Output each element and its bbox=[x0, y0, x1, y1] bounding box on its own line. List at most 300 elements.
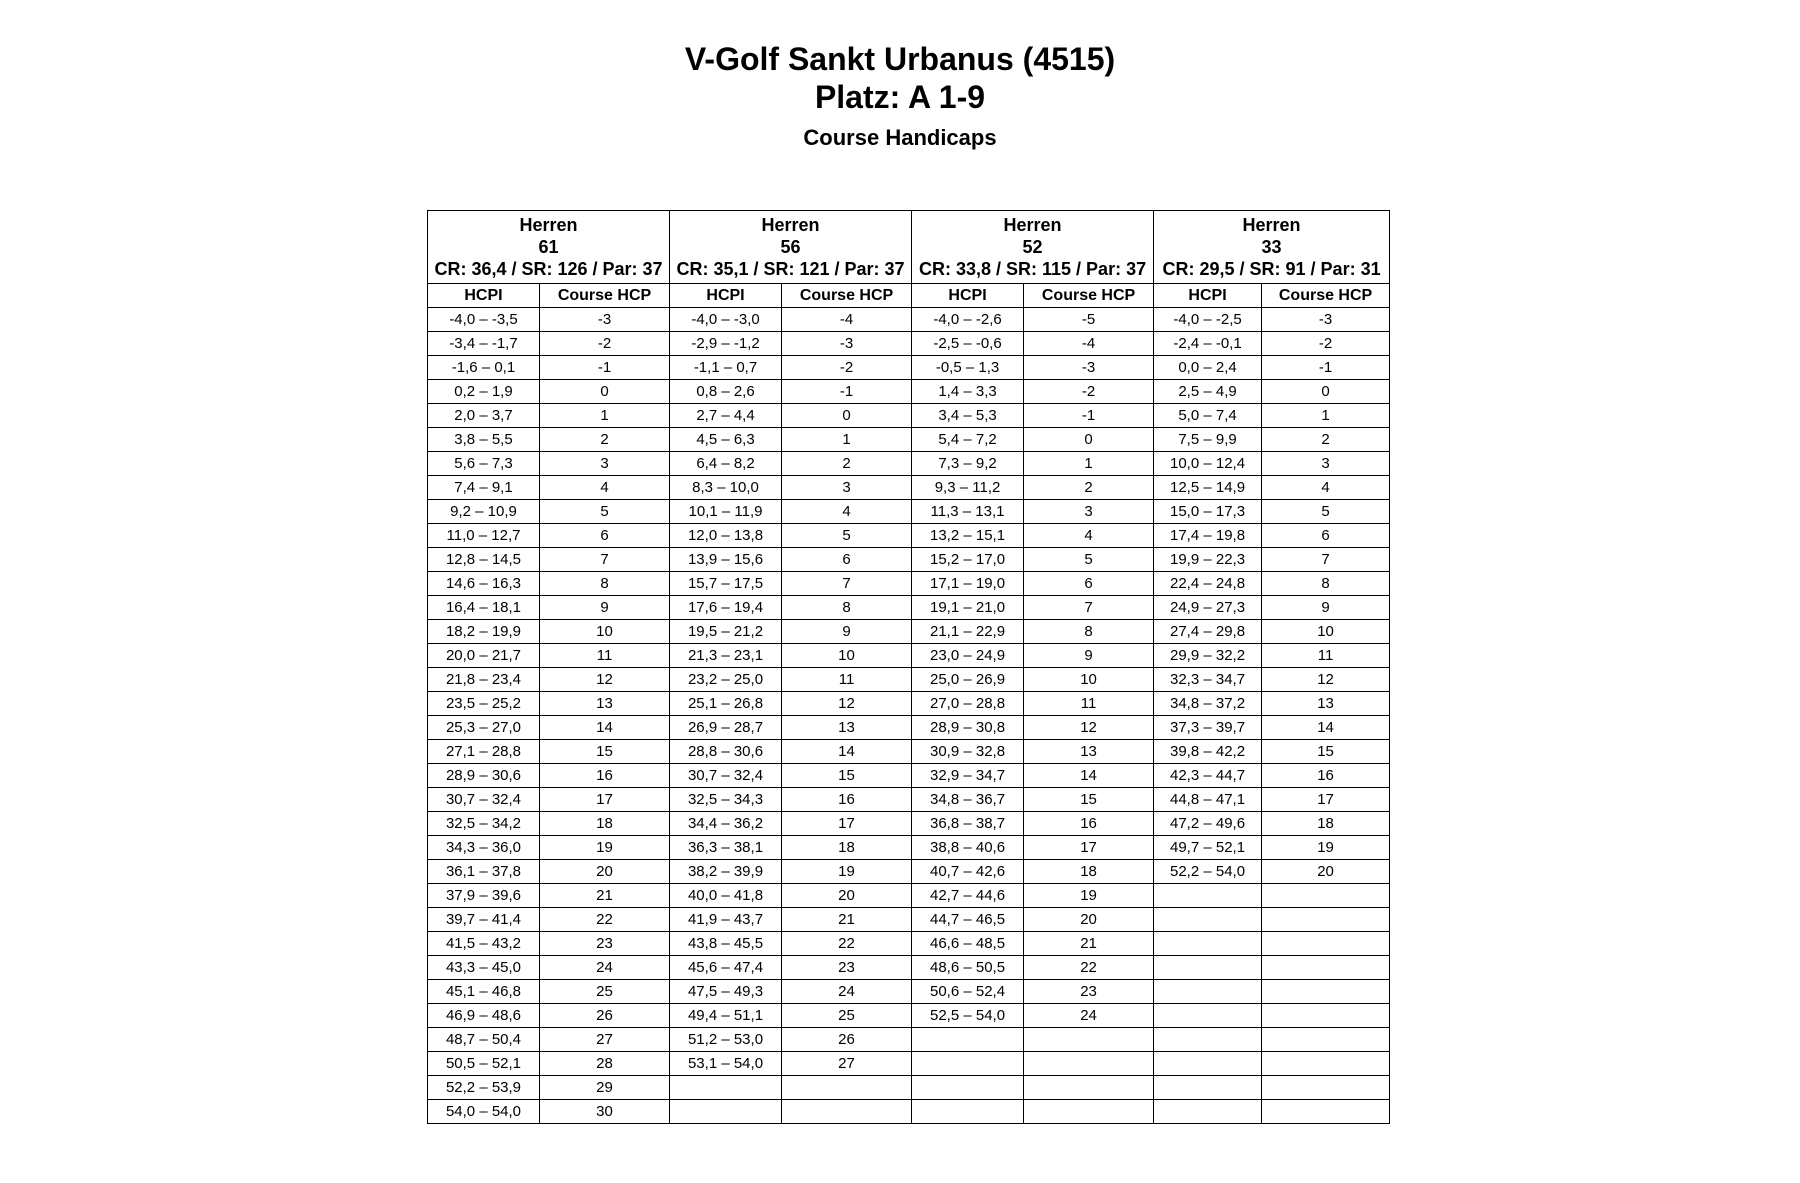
hcpi-cell: 5,0 – 7,4 bbox=[1154, 404, 1262, 428]
tee-ratings: CR: 35,1 / SR: 121 / Par: 37 bbox=[676, 259, 905, 279]
course-hcp-cell: 13 bbox=[1262, 692, 1390, 716]
tee-header bbox=[670, 211, 912, 284]
hcpi-column-header: HCPI bbox=[912, 284, 1024, 308]
tee-gender: Herren bbox=[1003, 215, 1062, 235]
hcpi-cell: 13,9 – 15,6 bbox=[670, 548, 782, 572]
hcpi-cell bbox=[1154, 1028, 1262, 1052]
hcpi-cell: 32,3 – 34,7 bbox=[1154, 668, 1262, 692]
course-hcp-cell: -1 bbox=[782, 380, 912, 404]
table-row bbox=[428, 884, 1390, 908]
hcpi-cell: 36,8 – 38,7 bbox=[912, 812, 1024, 836]
course-hcp-cell: 16 bbox=[1262, 764, 1390, 788]
hcpi-cell: 28,8 – 30,6 bbox=[670, 740, 782, 764]
course-hcp-cell: 6 bbox=[1262, 524, 1390, 548]
course-hcp-cell: 17 bbox=[1262, 788, 1390, 812]
hcpi-cell: 7,4 – 9,1 bbox=[428, 476, 540, 500]
hcpi-cell: 29,9 – 32,2 bbox=[1154, 644, 1262, 668]
table-row bbox=[428, 644, 1390, 668]
course-hcp-cell: 24 bbox=[1024, 1004, 1154, 1028]
course-hcp-cell: 19 bbox=[1262, 836, 1390, 860]
hcpi-cell: 0,8 – 2,6 bbox=[670, 380, 782, 404]
tee-number: 52 bbox=[1022, 237, 1043, 257]
hcpi-cell: 49,4 – 51,1 bbox=[670, 1004, 782, 1028]
course-hcp-cell: 16 bbox=[782, 788, 912, 812]
hcpi-cell: 37,3 – 39,7 bbox=[1154, 716, 1262, 740]
hcpi-cell bbox=[1154, 1004, 1262, 1028]
course-hcp-cell: 7 bbox=[1024, 596, 1154, 620]
course-hcp-cell: 1 bbox=[782, 428, 912, 452]
course-hcp-cell: 12 bbox=[782, 692, 912, 716]
course-hcp-cell: 18 bbox=[1024, 860, 1154, 884]
hcpi-cell: 17,1 – 19,0 bbox=[912, 572, 1024, 596]
hcpi-cell: 25,0 – 26,9 bbox=[912, 668, 1024, 692]
hcpi-cell: -1,6 – 0,1 bbox=[428, 356, 540, 380]
hcpi-cell: 41,5 – 43,2 bbox=[428, 932, 540, 956]
tee-gender: Herren bbox=[1242, 215, 1301, 235]
hcpi-cell: 32,9 – 34,7 bbox=[912, 764, 1024, 788]
hcpi-cell: 45,6 – 47,4 bbox=[670, 956, 782, 980]
hcpi-cell: 15,2 – 17,0 bbox=[912, 548, 1024, 572]
course-hcp-cell bbox=[1262, 1076, 1390, 1100]
table-row bbox=[428, 500, 1390, 524]
hcpi-cell: 12,8 – 14,5 bbox=[428, 548, 540, 572]
table-row bbox=[428, 980, 1390, 1004]
hcpi-cell: 50,5 – 52,1 bbox=[428, 1052, 540, 1076]
table-row bbox=[428, 764, 1390, 788]
hcpi-cell bbox=[912, 1028, 1024, 1052]
course-hcp-cell bbox=[1262, 1052, 1390, 1076]
tee-ratings: CR: 29,5 / SR: 91 / Par: 31 bbox=[1162, 259, 1381, 279]
course-hcp-cell: 11 bbox=[782, 668, 912, 692]
course-hcp-cell: 11 bbox=[540, 644, 670, 668]
hcpi-cell: 48,7 – 50,4 bbox=[428, 1028, 540, 1052]
course-hcp-cell: 4 bbox=[1262, 476, 1390, 500]
hcpi-cell: 52,2 – 54,0 bbox=[1154, 860, 1262, 884]
course-hcp-cell: -1 bbox=[1024, 404, 1154, 428]
tee-header bbox=[912, 211, 1154, 284]
course-hcp-cell: 4 bbox=[782, 500, 912, 524]
course-hcp-cell: 13 bbox=[1024, 740, 1154, 764]
hcpi-cell: 1,4 – 3,3 bbox=[912, 380, 1024, 404]
table-row bbox=[428, 1100, 1390, 1124]
hcpi-cell: 25,3 – 27,0 bbox=[428, 716, 540, 740]
table-row bbox=[428, 356, 1390, 380]
course-hcp-cell: -4 bbox=[782, 308, 912, 332]
club-title: V-Golf Sankt Urbanus (4515) bbox=[684, 41, 1116, 77]
hcpi-cell bbox=[912, 1052, 1024, 1076]
course-hcp-cell: 20 bbox=[540, 860, 670, 884]
hcpi-cell: 48,6 – 50,5 bbox=[912, 956, 1024, 980]
course-hcp-cell: 20 bbox=[782, 884, 912, 908]
table-row bbox=[428, 428, 1390, 452]
course-hcp-cell: 5 bbox=[782, 524, 912, 548]
hcpi-cell bbox=[1154, 1076, 1262, 1100]
hcpi-cell bbox=[670, 1100, 782, 1124]
hcpi-cell: 2,0 – 3,7 bbox=[428, 404, 540, 428]
tee-number: 61 bbox=[538, 237, 559, 257]
course-hcp-cell: 9 bbox=[782, 620, 912, 644]
hcpi-cell bbox=[670, 1076, 782, 1100]
hcpi-cell bbox=[1154, 1052, 1262, 1076]
hcpi-cell: 38,8 – 40,6 bbox=[912, 836, 1024, 860]
course-hcp-cell: 9 bbox=[540, 596, 670, 620]
hcpi-cell: 15,7 – 17,5 bbox=[670, 572, 782, 596]
hcpi-cell: 40,0 – 41,8 bbox=[670, 884, 782, 908]
tee-header-row bbox=[428, 211, 1390, 284]
hcpi-cell: 9,2 – 10,9 bbox=[428, 500, 540, 524]
hcpi-cell: 19,9 – 22,3 bbox=[1154, 548, 1262, 572]
course-hcp-cell: 7 bbox=[1262, 548, 1390, 572]
course-hcp-cell: 21 bbox=[1024, 932, 1154, 956]
course-hcp-column-header: Course HCP bbox=[782, 284, 912, 308]
course-hcp-cell: 4 bbox=[540, 476, 670, 500]
hcpi-cell: 0,0 – 2,4 bbox=[1154, 356, 1262, 380]
hcpi-cell bbox=[1154, 980, 1262, 1004]
course-hcp-cell: 15 bbox=[540, 740, 670, 764]
course-hcp-cell bbox=[1262, 980, 1390, 1004]
course-hcp-cell: 1 bbox=[540, 404, 670, 428]
course-hcp-cell bbox=[782, 1076, 912, 1100]
hcpi-cell: 17,4 – 19,8 bbox=[1154, 524, 1262, 548]
course-hcp-cell: 0 bbox=[782, 404, 912, 428]
course-hcp-cell: 15 bbox=[1262, 740, 1390, 764]
hcpi-cell: 4,5 – 6,3 bbox=[670, 428, 782, 452]
hcpi-cell: -0,5 – 1,3 bbox=[912, 356, 1024, 380]
course-hcp-cell: 15 bbox=[1024, 788, 1154, 812]
course-hcp-cell: 8 bbox=[1024, 620, 1154, 644]
hcpi-cell: 11,0 – 12,7 bbox=[428, 524, 540, 548]
course-hcp-cell: 17 bbox=[540, 788, 670, 812]
course-hcp-cell: 19 bbox=[1024, 884, 1154, 908]
hcpi-cell bbox=[1154, 956, 1262, 980]
hcpi-cell: 39,8 – 42,2 bbox=[1154, 740, 1262, 764]
hcpi-cell: 27,1 – 28,8 bbox=[428, 740, 540, 764]
course-hcp-cell: 12 bbox=[540, 668, 670, 692]
hcpi-cell: 23,5 – 25,2 bbox=[428, 692, 540, 716]
hcpi-cell: 13,2 – 15,1 bbox=[912, 524, 1024, 548]
course-hcp-cell: -2 bbox=[1024, 380, 1154, 404]
course-hcp-cell: 7 bbox=[782, 572, 912, 596]
course-hcp-cell bbox=[1262, 1004, 1390, 1028]
course-hcp-cell: 20 bbox=[1024, 908, 1154, 932]
table-row bbox=[428, 668, 1390, 692]
table-row bbox=[428, 596, 1390, 620]
hcpi-cell: 24,9 – 27,3 bbox=[1154, 596, 1262, 620]
hcpi-cell: 5,4 – 7,2 bbox=[912, 428, 1024, 452]
course-hcp-cell: 3 bbox=[782, 476, 912, 500]
hcpi-cell: 10,1 – 11,9 bbox=[670, 500, 782, 524]
hcpi-cell: 42,7 – 44,6 bbox=[912, 884, 1024, 908]
course-hcp-cell: 18 bbox=[540, 812, 670, 836]
course-hcp-cell: 25 bbox=[540, 980, 670, 1004]
course-hcp-cell: 24 bbox=[782, 980, 912, 1004]
table-row bbox=[428, 452, 1390, 476]
table-row bbox=[428, 812, 1390, 836]
table-row bbox=[428, 716, 1390, 740]
hcpi-cell: -4,0 – -2,6 bbox=[912, 308, 1024, 332]
course-hcp-cell: 24 bbox=[540, 956, 670, 980]
table-row bbox=[428, 1052, 1390, 1076]
course-hcp-cell: 22 bbox=[1024, 956, 1154, 980]
hcpi-cell: 39,7 – 41,4 bbox=[428, 908, 540, 932]
course-hcp-cell bbox=[1024, 1076, 1154, 1100]
hcpi-cell: -4,0 – -2,5 bbox=[1154, 308, 1262, 332]
course-hcp-cell: 12 bbox=[1262, 668, 1390, 692]
tee-gender: Herren bbox=[519, 215, 578, 235]
course-hcp-cell: -2 bbox=[540, 332, 670, 356]
course-hcp-cell: 18 bbox=[782, 836, 912, 860]
course-hcp-cell: 28 bbox=[540, 1052, 670, 1076]
hcpi-cell: 53,1 – 54,0 bbox=[670, 1052, 782, 1076]
course-hcp-cell: 13 bbox=[782, 716, 912, 740]
hcpi-cell: -4,0 – -3,0 bbox=[670, 308, 782, 332]
hcpi-cell bbox=[1154, 884, 1262, 908]
course-hcp-cell: 2 bbox=[1024, 476, 1154, 500]
course-hcp-cell: 1 bbox=[1262, 404, 1390, 428]
hcpi-cell: 15,0 – 17,3 bbox=[1154, 500, 1262, 524]
table-row bbox=[428, 308, 1390, 332]
course-hcp-cell: 23 bbox=[540, 932, 670, 956]
course-hcp-cell: -1 bbox=[1262, 356, 1390, 380]
hcpi-cell: 52,5 – 54,0 bbox=[912, 1004, 1024, 1028]
hcpi-cell: 23,0 – 24,9 bbox=[912, 644, 1024, 668]
hcpi-cell: 38,2 – 39,9 bbox=[670, 860, 782, 884]
hcpi-cell: 43,3 – 45,0 bbox=[428, 956, 540, 980]
course-hcp-cell: 25 bbox=[782, 1004, 912, 1028]
hcpi-cell: 19,1 – 21,0 bbox=[912, 596, 1024, 620]
hcpi-cell: 3,4 – 5,3 bbox=[912, 404, 1024, 428]
course-hcp-cell bbox=[1024, 1028, 1154, 1052]
hcpi-cell: 30,9 – 32,8 bbox=[912, 740, 1024, 764]
hcpi-cell: 10,0 – 12,4 bbox=[1154, 452, 1262, 476]
course-hcp-cell: 23 bbox=[782, 956, 912, 980]
hcpi-cell bbox=[912, 1076, 1024, 1100]
course-hcp-cell: 0 bbox=[1262, 380, 1390, 404]
course-hcp-cell bbox=[1262, 1100, 1390, 1124]
course-hcp-cell: 14 bbox=[1024, 764, 1154, 788]
hcpi-cell: 32,5 – 34,2 bbox=[428, 812, 540, 836]
course-hcp-cell: -3 bbox=[1024, 356, 1154, 380]
page-header bbox=[0, 40, 1800, 152]
table-row bbox=[428, 932, 1390, 956]
course-hcp-cell: 30 bbox=[540, 1100, 670, 1124]
course-hcp-cell: 9 bbox=[1024, 644, 1154, 668]
hcpi-cell: -4,0 – -3,5 bbox=[428, 308, 540, 332]
course-hcp-cell: 10 bbox=[540, 620, 670, 644]
course-hcp-cell: 16 bbox=[1024, 812, 1154, 836]
course-hcp-cell bbox=[1262, 956, 1390, 980]
hcpi-cell: 43,8 – 45,5 bbox=[670, 932, 782, 956]
hcpi-cell: 45,1 – 46,8 bbox=[428, 980, 540, 1004]
hcpi-cell bbox=[1154, 932, 1262, 956]
course-hcp-cell: 23 bbox=[1024, 980, 1154, 1004]
hcpi-cell: 12,0 – 13,8 bbox=[670, 524, 782, 548]
hcpi-cell: 36,1 – 37,8 bbox=[428, 860, 540, 884]
hcpi-cell: 54,0 – 54,0 bbox=[428, 1100, 540, 1124]
hcpi-cell: 30,7 – 32,4 bbox=[670, 764, 782, 788]
hcpi-cell: 9,3 – 11,2 bbox=[912, 476, 1024, 500]
hcpi-cell: 21,1 – 22,9 bbox=[912, 620, 1024, 644]
table-row bbox=[428, 1076, 1390, 1100]
course-hcp-cell: 5 bbox=[1262, 500, 1390, 524]
hcpi-cell: 52,2 – 53,9 bbox=[428, 1076, 540, 1100]
course-hcp-cell: 19 bbox=[540, 836, 670, 860]
course-hcp-cell: 4 bbox=[1024, 524, 1154, 548]
hcpi-cell: 50,6 – 52,4 bbox=[912, 980, 1024, 1004]
hcpi-cell: -2,4 – -0,1 bbox=[1154, 332, 1262, 356]
course-hcp-cell: 7 bbox=[540, 548, 670, 572]
hcpi-cell: 34,4 – 36,2 bbox=[670, 812, 782, 836]
hcpi-cell: 11,3 – 13,1 bbox=[912, 500, 1024, 524]
course-hcp-cell: -2 bbox=[782, 356, 912, 380]
hcpi-column-header: HCPI bbox=[428, 284, 540, 308]
course-hcp-cell: 19 bbox=[782, 860, 912, 884]
hcpi-cell: 34,8 – 36,7 bbox=[912, 788, 1024, 812]
hcpi-cell: 2,5 – 4,9 bbox=[1154, 380, 1262, 404]
hcpi-cell: 42,3 – 44,7 bbox=[1154, 764, 1262, 788]
hcpi-cell: 7,5 – 9,9 bbox=[1154, 428, 1262, 452]
hcpi-cell: 3,8 – 5,5 bbox=[428, 428, 540, 452]
hcpi-cell: 46,6 – 48,5 bbox=[912, 932, 1024, 956]
hcpi-cell: 44,8 – 47,1 bbox=[1154, 788, 1262, 812]
hcpi-cell: 51,2 – 53,0 bbox=[670, 1028, 782, 1052]
course-hcp-cell: 6 bbox=[1024, 572, 1154, 596]
course-hcp-cell: -5 bbox=[1024, 308, 1154, 332]
table-row bbox=[428, 332, 1390, 356]
tee-header bbox=[1154, 211, 1390, 284]
course-hcp-cell: 26 bbox=[540, 1004, 670, 1028]
hcpi-column-header: HCPI bbox=[670, 284, 782, 308]
tee-gender: Herren bbox=[761, 215, 820, 235]
table-row bbox=[428, 548, 1390, 572]
hcpi-cell: 17,6 – 19,4 bbox=[670, 596, 782, 620]
course-hcp-cell: 14 bbox=[782, 740, 912, 764]
hcpi-cell: 21,8 – 23,4 bbox=[428, 668, 540, 692]
course-hcp-cell: 5 bbox=[1024, 548, 1154, 572]
hcpi-cell: 32,5 – 34,3 bbox=[670, 788, 782, 812]
course-hcp-cell: 22 bbox=[782, 932, 912, 956]
hcpi-cell: 41,9 – 43,7 bbox=[670, 908, 782, 932]
hcpi-cell: 22,4 – 24,8 bbox=[1154, 572, 1262, 596]
table-body bbox=[428, 308, 1390, 1124]
course-hcp-cell: 3 bbox=[1024, 500, 1154, 524]
table-row bbox=[428, 404, 1390, 428]
hcpi-cell: 40,7 – 42,6 bbox=[912, 860, 1024, 884]
hcpi-cell: 25,1 – 26,8 bbox=[670, 692, 782, 716]
hcpi-cell bbox=[1154, 1100, 1262, 1124]
course-hcp-cell bbox=[1262, 884, 1390, 908]
table-row bbox=[428, 908, 1390, 932]
course-hcp-cell: 27 bbox=[540, 1028, 670, 1052]
hcpi-cell: -1,1 – 0,7 bbox=[670, 356, 782, 380]
hcpi-column-header: HCPI bbox=[1154, 284, 1262, 308]
hcpi-cell: -2,5 – -0,6 bbox=[912, 332, 1024, 356]
hcpi-cell: -3,4 – -1,7 bbox=[428, 332, 540, 356]
course-hcp-cell: 18 bbox=[1262, 812, 1390, 836]
course-hcp-column-header: Course HCP bbox=[1024, 284, 1154, 308]
course-hcp-cell: 9 bbox=[1262, 596, 1390, 620]
table-row bbox=[428, 788, 1390, 812]
course-hcp-cell: 13 bbox=[540, 692, 670, 716]
hcpi-cell: 34,8 – 37,2 bbox=[1154, 692, 1262, 716]
course-hcp-cell: 8 bbox=[782, 596, 912, 620]
course-hcp-column-header: Course HCP bbox=[1262, 284, 1390, 308]
table-row bbox=[428, 620, 1390, 644]
course-hcp-cell: -1 bbox=[540, 356, 670, 380]
table-row bbox=[428, 380, 1390, 404]
hcpi-cell: 19,5 – 21,2 bbox=[670, 620, 782, 644]
hcpi-cell: 21,3 – 23,1 bbox=[670, 644, 782, 668]
table-row bbox=[428, 836, 1390, 860]
hcpi-cell: 37,9 – 39,6 bbox=[428, 884, 540, 908]
course-hcp-cell: 21 bbox=[540, 884, 670, 908]
hcpi-cell: 47,2 – 49,6 bbox=[1154, 812, 1262, 836]
hcpi-cell: -2,9 – -1,2 bbox=[670, 332, 782, 356]
tee-number: 56 bbox=[780, 237, 801, 257]
tee-ratings: CR: 36,4 / SR: 126 / Par: 37 bbox=[434, 259, 663, 279]
course-hcp-cell: -3 bbox=[782, 332, 912, 356]
course-hcp-cell: 8 bbox=[540, 572, 670, 596]
course-hcp-cell bbox=[1262, 932, 1390, 956]
course-hcp-cell: 11 bbox=[1262, 644, 1390, 668]
table-row bbox=[428, 572, 1390, 596]
course-hcp-cell: 3 bbox=[540, 452, 670, 476]
course-hcp-cell: 2 bbox=[1262, 428, 1390, 452]
course-title: Platz: A 1-9 bbox=[814, 79, 986, 115]
hcpi-cell bbox=[1154, 908, 1262, 932]
hcpi-cell: 5,6 – 7,3 bbox=[428, 452, 540, 476]
hcpi-cell: 30,7 – 32,4 bbox=[428, 788, 540, 812]
hcpi-cell: 2,7 – 4,4 bbox=[670, 404, 782, 428]
course-hcp-cell: 10 bbox=[1262, 620, 1390, 644]
course-hcp-cell: 14 bbox=[540, 716, 670, 740]
course-hcp-cell: 27 bbox=[782, 1052, 912, 1076]
hcpi-cell bbox=[912, 1100, 1024, 1124]
course-hcp-cell bbox=[782, 1100, 912, 1124]
hcpi-cell: 46,9 – 48,6 bbox=[428, 1004, 540, 1028]
hcpi-cell: 36,3 – 38,1 bbox=[670, 836, 782, 860]
course-hcp-cell: 6 bbox=[540, 524, 670, 548]
course-hcp-cell: 3 bbox=[1262, 452, 1390, 476]
course-hcp-cell: 16 bbox=[540, 764, 670, 788]
hcpi-cell: 27,0 – 28,8 bbox=[912, 692, 1024, 716]
hcpi-cell: 14,6 – 16,3 bbox=[428, 572, 540, 596]
table-row bbox=[428, 524, 1390, 548]
hcpi-cell: 27,4 – 29,8 bbox=[1154, 620, 1262, 644]
hcpi-cell: 8,3 – 10,0 bbox=[670, 476, 782, 500]
hcpi-cell: 47,5 – 49,3 bbox=[670, 980, 782, 1004]
course-hcp-cell: 6 bbox=[782, 548, 912, 572]
course-hcp-cell bbox=[1262, 908, 1390, 932]
hcpi-cell: 26,9 – 28,7 bbox=[670, 716, 782, 740]
course-hcp-cell: 0 bbox=[540, 380, 670, 404]
column-header-row bbox=[428, 284, 1390, 308]
course-hcp-cell: -2 bbox=[1262, 332, 1390, 356]
table-row bbox=[428, 692, 1390, 716]
course-handicap-table bbox=[427, 210, 1390, 1124]
hcpi-cell: 16,4 – 18,1 bbox=[428, 596, 540, 620]
course-hcp-cell: 17 bbox=[782, 812, 912, 836]
course-hcp-cell bbox=[1024, 1100, 1154, 1124]
course-hcp-cell: 11 bbox=[1024, 692, 1154, 716]
table-row bbox=[428, 476, 1390, 500]
course-hcp-cell: -3 bbox=[540, 308, 670, 332]
page-subtitle: Course Handicaps bbox=[803, 125, 997, 150]
course-hcp-cell bbox=[1262, 1028, 1390, 1052]
course-hcp-cell: 20 bbox=[1262, 860, 1390, 884]
table-row bbox=[428, 956, 1390, 980]
hcpi-cell: 28,9 – 30,6 bbox=[428, 764, 540, 788]
